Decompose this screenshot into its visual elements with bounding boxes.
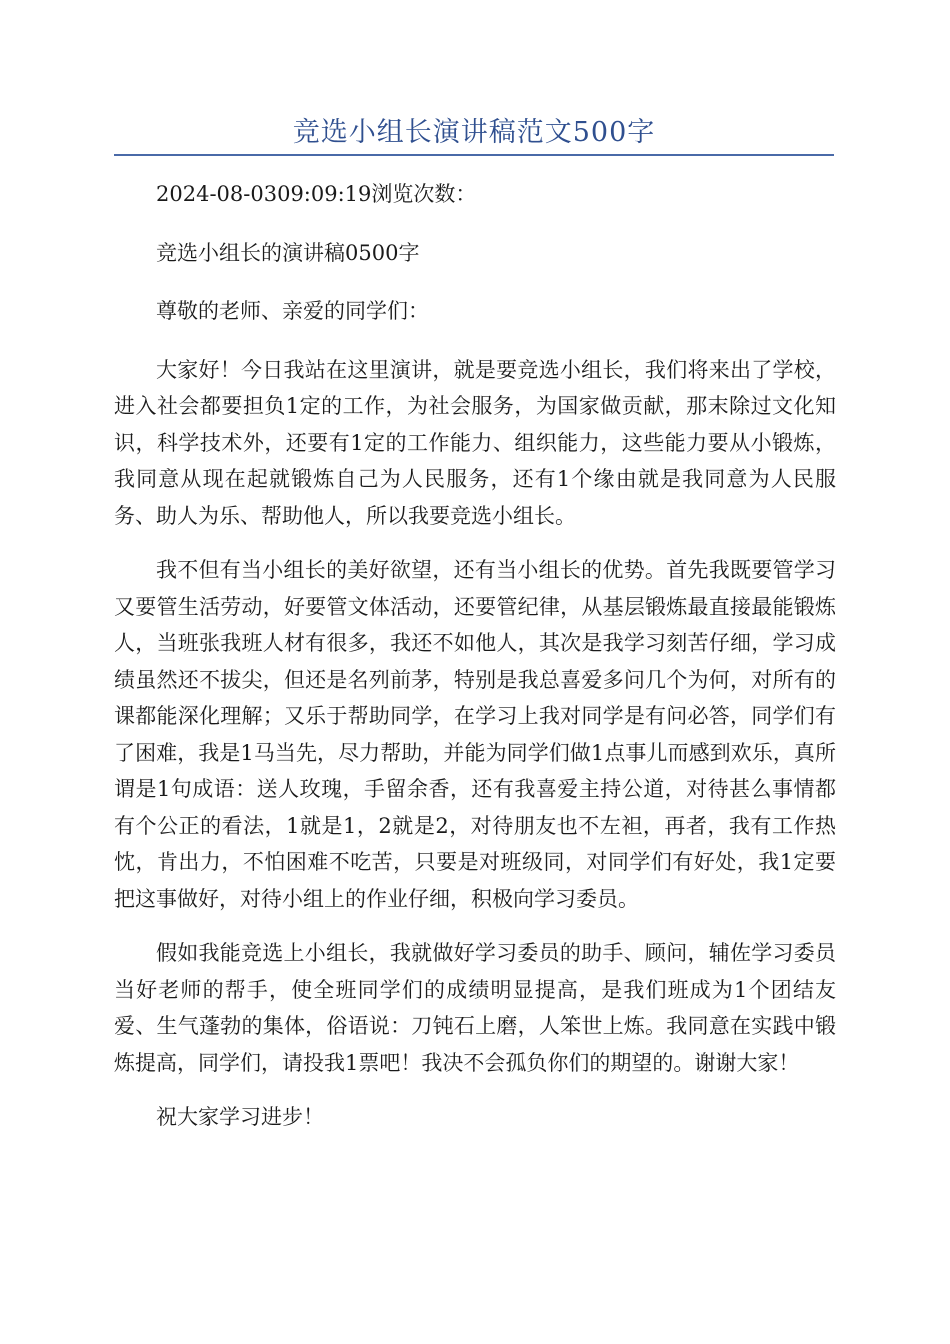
closing-line: 祝大家学习进步！ [156,1105,324,1129]
paragraph: 大家好！今日我站在这里演讲，就是要竞选小组长，我们将来出了学校，进入社会都要担负1定的工作，为社会服务，为国家做贡献，那末除过文化知识，科学技术外，还要有1定的工作能力、组织能力，这些能力要从小锻炼，我同意从现在起就锻炼自己为人民服务，还有1个缘由就是我同意为人民服务、助人为乐、帮助他人，所以我要竞选小组长。 [114,357,836,528]
paragraph: 我不但有当小组长的美好欲望，还有当小组长的优势。首先我既要管学习又要管生活劳动，好要管文体活动，还要管纪律，从基层锻炼最直接最能锻炼人，当班张我班人材有很多，我还不如他人，其次是我学习刻苦仔细，学习成绩虽然还不拔尖，但还是名列前茅，特别是我总喜爱多问几个为何，对所有的课都能深化理解；又乐于帮助同学，在学习上我对同学是有问必答，同学们有了困难，我是1马当先，尽力帮助，并能为同学们做1点事儿而感到欢乐，真所谓是1句成语：送人玫瑰，手留余香，还有我喜爱主持公道，对待甚么事情都有个公正的看法，1就是1，2就是2，对待朋友也不左袒，再者，我有工作热忱，肯出力，不怕困难不吃苦，只要是对班级同，对同学们有好处，我1定要把这事做好，对待小组上的作业仔细，积极向学习委员。 [114,558,836,911]
paragraph: 假如我能竞选上小组长，我就做好学习委员的助手、顾问，辅佐学习委员当好老师的帮手，使全班同学们的成绩明显提高，是我们班成为1个团结友爱、生气蓬勃的集体，俗语说：刀钝石上磨，人笨世上炼。我同意在实践中锻炼提高，同学们，请投我1票吧！我决不会孤负你们的期望的。谢谢大家！ [114,941,836,1075]
title-divider [114,154,834,156]
document-title: 竞选小组长演讲稿范文500字 [292,117,656,148]
meta-line: 2024-08-0309:09:19浏览次数： [156,182,477,206]
salutation: 尊敬的老师、亲爱的同学们： [156,299,429,323]
subtitle: 竞选小组长的演讲稿0500字 [156,240,420,265]
document-body [114,176,836,1154]
